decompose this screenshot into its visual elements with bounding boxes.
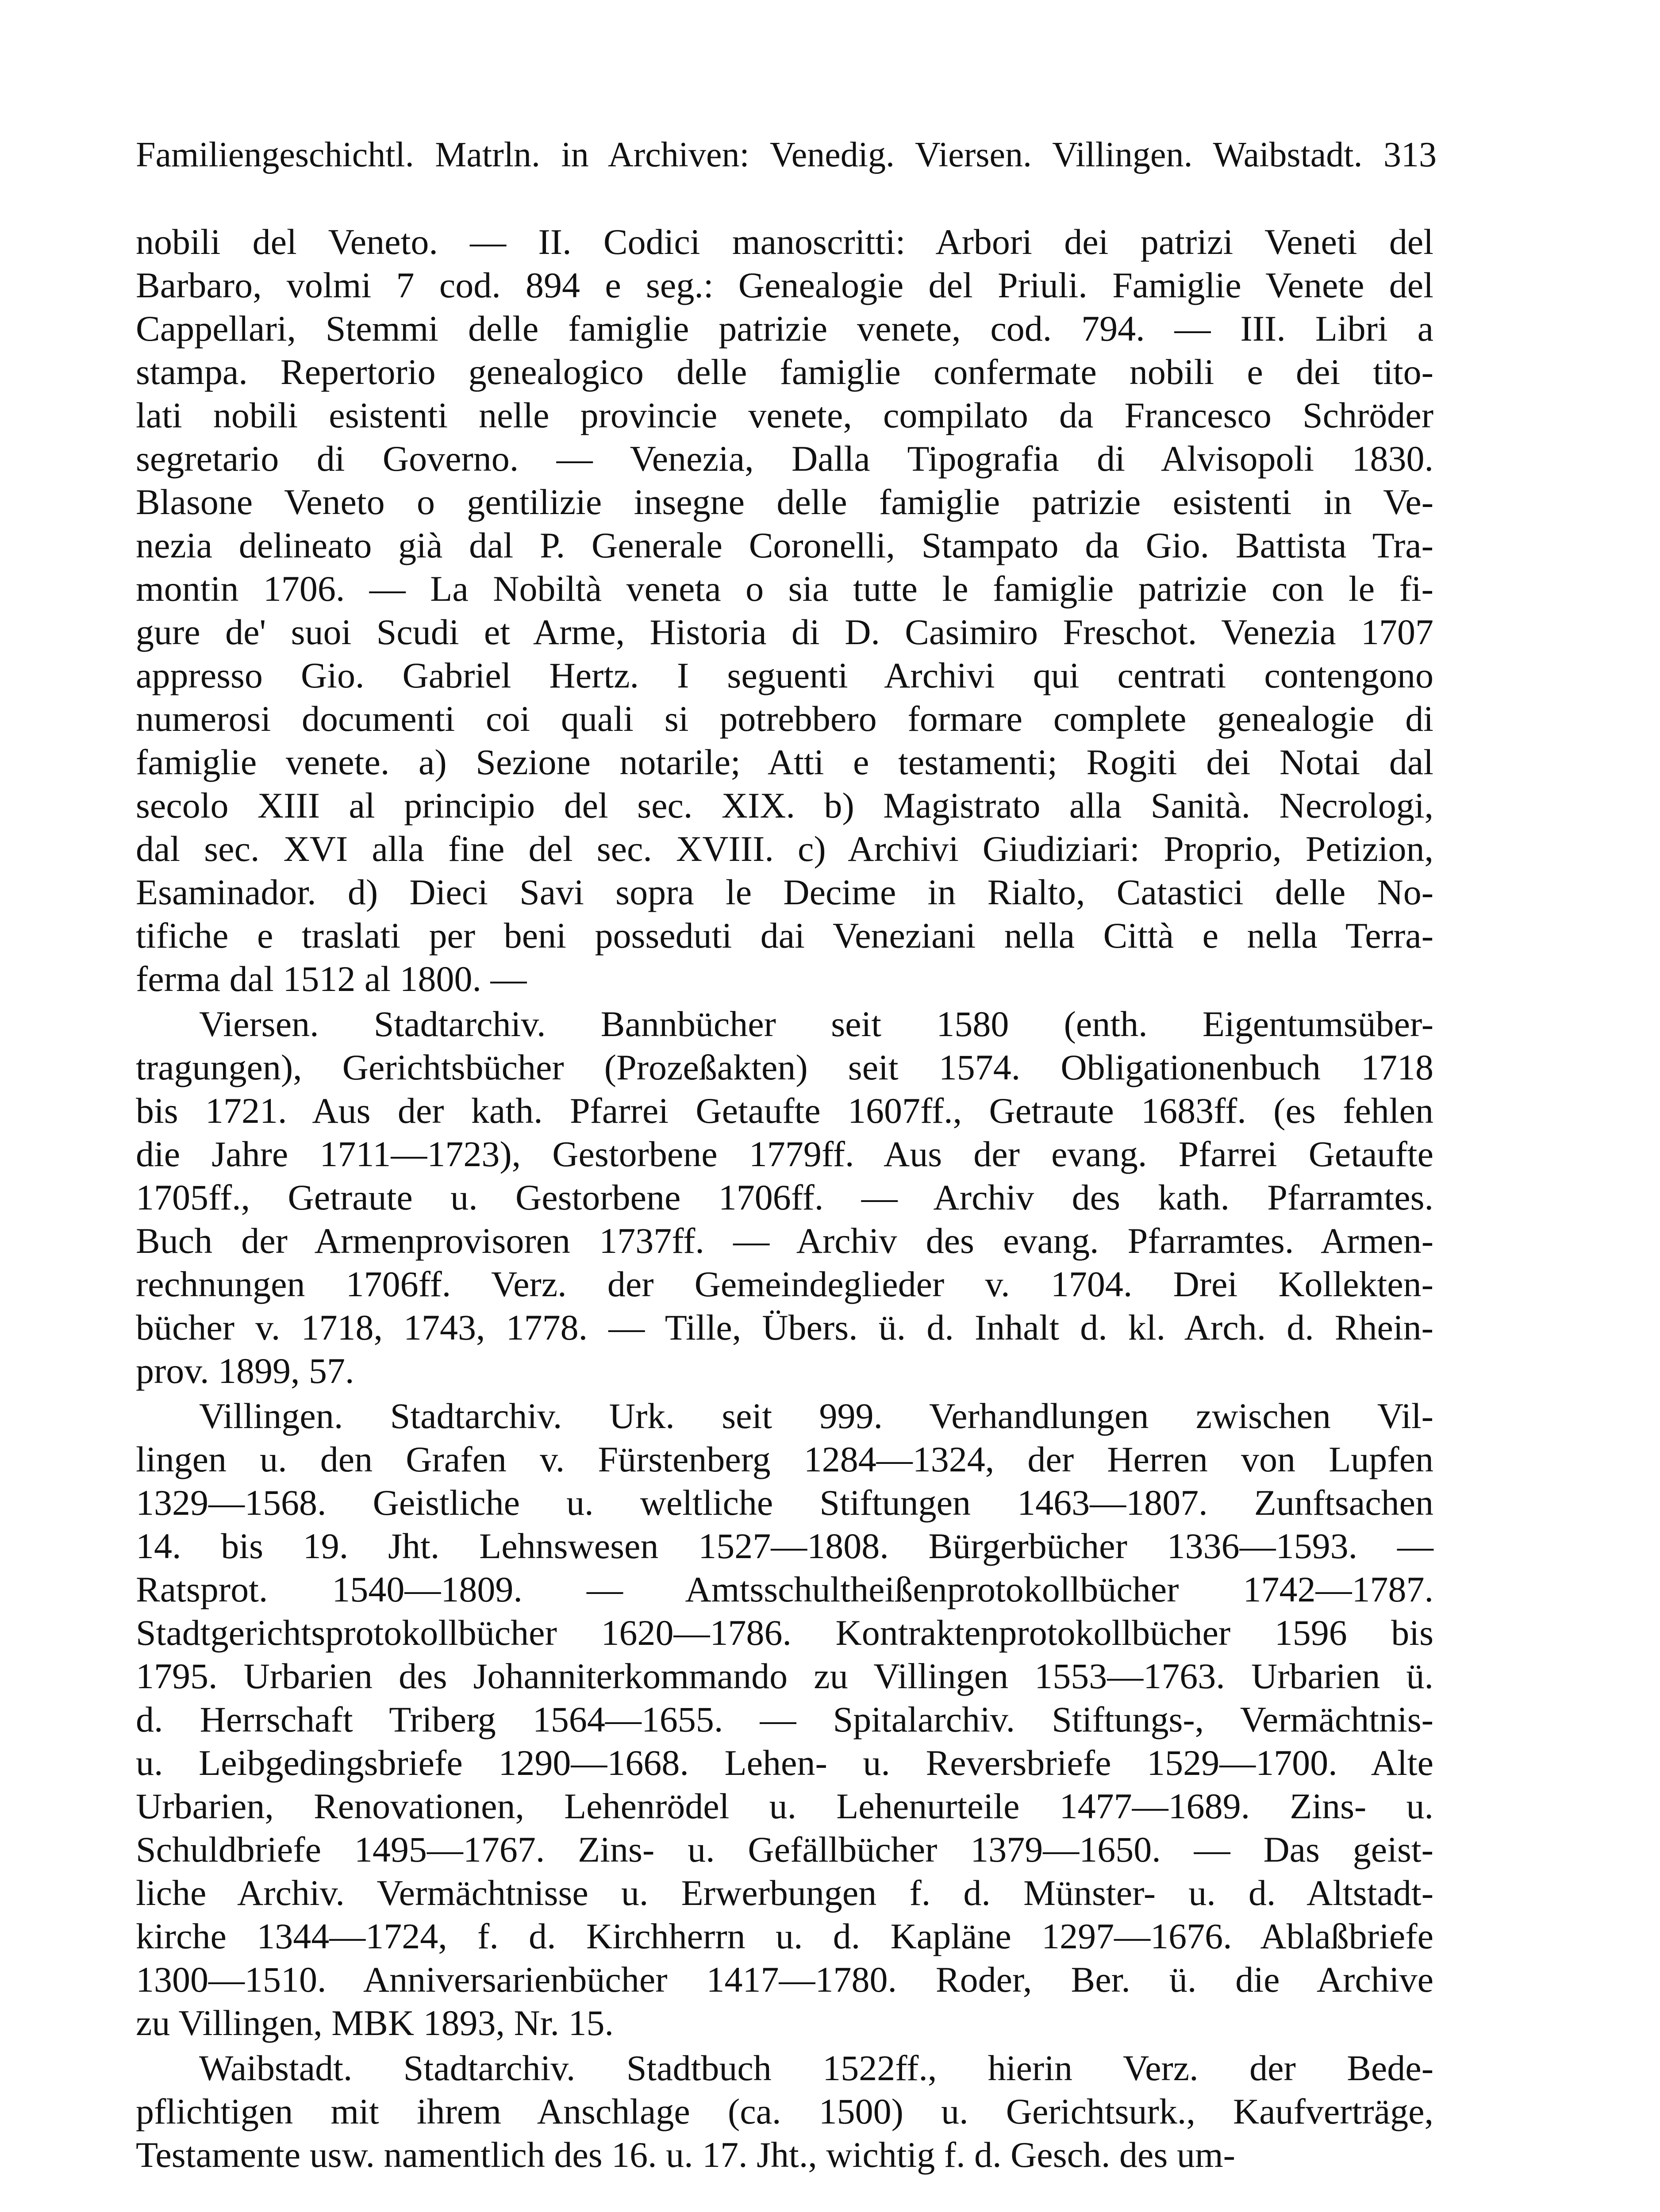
running-header: Familiengeschichtl. Matrln. in Archiven: Venedig. Viersen. Villingen. Waibstadt. 313 xyxy=(136,135,1437,174)
text-line: Schuldbriefe 1495—1767. Zins- u. Gefällbücher 1379—1650. — Das geist- xyxy=(136,1829,1433,1870)
text-line: bücher v. 1718, 1743, 1778. — Tille, Übers. ü. d. Inhalt d. kl. Arch. d. Rhein- xyxy=(136,1307,1433,1348)
text-line: 14. bis 19. Jht. Lehnswesen 1527—1808. Bürgerbücher 1336—1593. — xyxy=(136,1526,1433,1566)
text-line: Esaminador. d) Dieci Savi sopra le Decime in Rialto, Catastici delle No- xyxy=(136,872,1433,912)
text-line: appresso Gio. Gabriel Hertz. I seguenti Archivi qui centrati contengono xyxy=(136,655,1433,695)
text-line: 1329—1568. Geistliche u. weltliche Stiftungen 1463—1807. Zunftsachen xyxy=(136,1482,1433,1523)
text-line: tifiche e traslati per beni posseduti dai Veneziani nella Città e nella Terra- xyxy=(136,915,1433,956)
paragraph-first-line: Waibstadt. Stadtarchiv. Stadtbuch 1522ff., hierin Verz. der Bede- xyxy=(199,2048,1433,2088)
text-line: u. Leibgedingsbriefe 1290—1668. Lehen- u. Reversbriefe 1529—1700. Alte xyxy=(136,1743,1433,1783)
text-line: prov. 1899, 57. xyxy=(136,1351,354,1391)
text-line: Buch der Armenprovisoren 1737ff. — Archiv des evang. Pfarramtes. Armen- xyxy=(136,1221,1433,1261)
text-line: lati nobili esistenti nelle provincie venete, compilato da Francesco Schröder xyxy=(136,395,1433,435)
text-line: 1300—1510. Anniversarienbücher 1417—1780. Roder, Ber. ü. die Archive xyxy=(136,1959,1433,2000)
text-line: segretario di Governo. — Venezia, Dalla Tipografia di Alvisopoli 1830. xyxy=(136,438,1433,479)
text-line: Urbarien, Renovationen, Lehenrödel u. Lehenurteile 1477—1689. Zins- u. xyxy=(136,1786,1433,1826)
text-line: Blasone Veneto o gentilizie insegne delle famiglie patrizie esistenti in Ve- xyxy=(136,482,1433,522)
text-line: secolo XIII al principio del sec. XIX. b) Magistrato alla Sanità. Necrologi, xyxy=(136,785,1433,826)
text-line: bis 1721. Aus der kath. Pfarrei Getaufte 1607ff., Getraute 1683ff. (es fehlen xyxy=(136,1091,1433,1131)
paragraph-first-line: nobili del Veneto. — II. Codici manoscritti: Arbori dei patrizi Veneti del xyxy=(136,222,1433,262)
text-line: lingen u. den Grafen v. Fürstenberg 1284—1324, der Herren von Lupfen xyxy=(136,1439,1433,1479)
text-line: Cappellari, Stemmi delle famiglie patrizie venete, cod. 794. — III. Libri a xyxy=(136,308,1433,349)
text-line: gure de' suoi Scudi et Arme, Historia di D. Casimiro Freschot. Venezia 1707 xyxy=(136,612,1433,652)
body-text xyxy=(136,220,1433,2177)
text-line: Barbaro, volmi 7 cod. 894 e seg.: Genealogie del Priuli. Famiglie Venete del xyxy=(136,265,1433,305)
paragraph-first-line: Villingen. Stadtarchiv. Urk. seit 999. Verhandlungen zwischen Vil- xyxy=(199,1396,1433,1436)
text-line: Stadtgerichtsprotokollbücher 1620—1786. Kontraktenprotokollbücher 1596 bis xyxy=(136,1613,1433,1653)
text-line: d. Herrschaft Triberg 1564—1655. — Spitalarchiv. Stiftungs-, Vermächtnis- xyxy=(136,1699,1433,1740)
text-line: stampa. Repertorio genealogico delle famiglie confermate nobili e dei tito- xyxy=(136,352,1433,392)
text-line: pflichtigen mit ihrem Anschlage (ca. 1500) u. Gerichtsurk., Kaufverträge, xyxy=(136,2091,1433,2131)
text-line: Testamente usw. namentlich des 16. u. 17. Jht., wichtig f. d. Gesch. des um- xyxy=(136,2135,1235,2175)
text-line: 1705ff., Getraute u. Gestorbene 1706ff. — Archiv des kath. Pfarramtes. xyxy=(136,1177,1433,1217)
text-line: liche Archiv. Vermächtnisse u. Erwerbungen f. d. Münster- u. d. Altstadt- xyxy=(136,1873,1433,1913)
text-line: zu Villingen, MBK 1893, Nr. 15. xyxy=(136,2003,614,2043)
text-line: dal sec. XVI alla fine del sec. XVIII. c) Archivi Giudiziari: Proprio, Petizion, xyxy=(136,829,1433,869)
paragraph-first-line: Viersen. Stadtarchiv. Bannbücher seit 1580 (enth. Eigentumsüber- xyxy=(199,1004,1433,1044)
text-line: numerosi documenti coi quali si potrebbero formare complete genealogie di xyxy=(136,699,1433,739)
text-line: Ratsprot. 1540—1809. — Amtsschultheißenprotokollbücher 1742—1787. xyxy=(136,1569,1433,1609)
text-line: famiglie venete. a) Sezione notarile; Atti e testamenti; Rogiti dei Notai dal xyxy=(136,742,1433,782)
text-line: rechnungen 1706ff. Verz. der Gemeindeglieder v. 1704. Drei Kollekten- xyxy=(136,1264,1433,1304)
text-line: die Jahre 1711—1723), Gestorbene 1779ff. Aus der evang. Pfarrei Getaufte xyxy=(136,1134,1433,1174)
text-line: ferma dal 1512 al 1800. — xyxy=(136,959,527,999)
text-line: kirche 1344—1724, f. d. Kirchherrn u. d. Kapläne 1297—1676. Ablaßbriefe xyxy=(136,1916,1433,1956)
text-line: tragungen), Gerichtsbücher (Prozeßakten) seit 1574. Obligationenbuch 1718 xyxy=(136,1047,1433,1087)
text-line: nezia delineato già dal P. Generale Coronelli, Stampato da Gio. Battista Tra- xyxy=(136,525,1433,565)
text-line: montin 1706. — La Nobiltà veneta o sia tutte le famiglie patrizie con le fi- xyxy=(136,568,1433,609)
text-line: 1795. Urbarien des Johanniterkommando zu Villingen 1553—1763. Urbarien ü. xyxy=(136,1656,1433,1696)
